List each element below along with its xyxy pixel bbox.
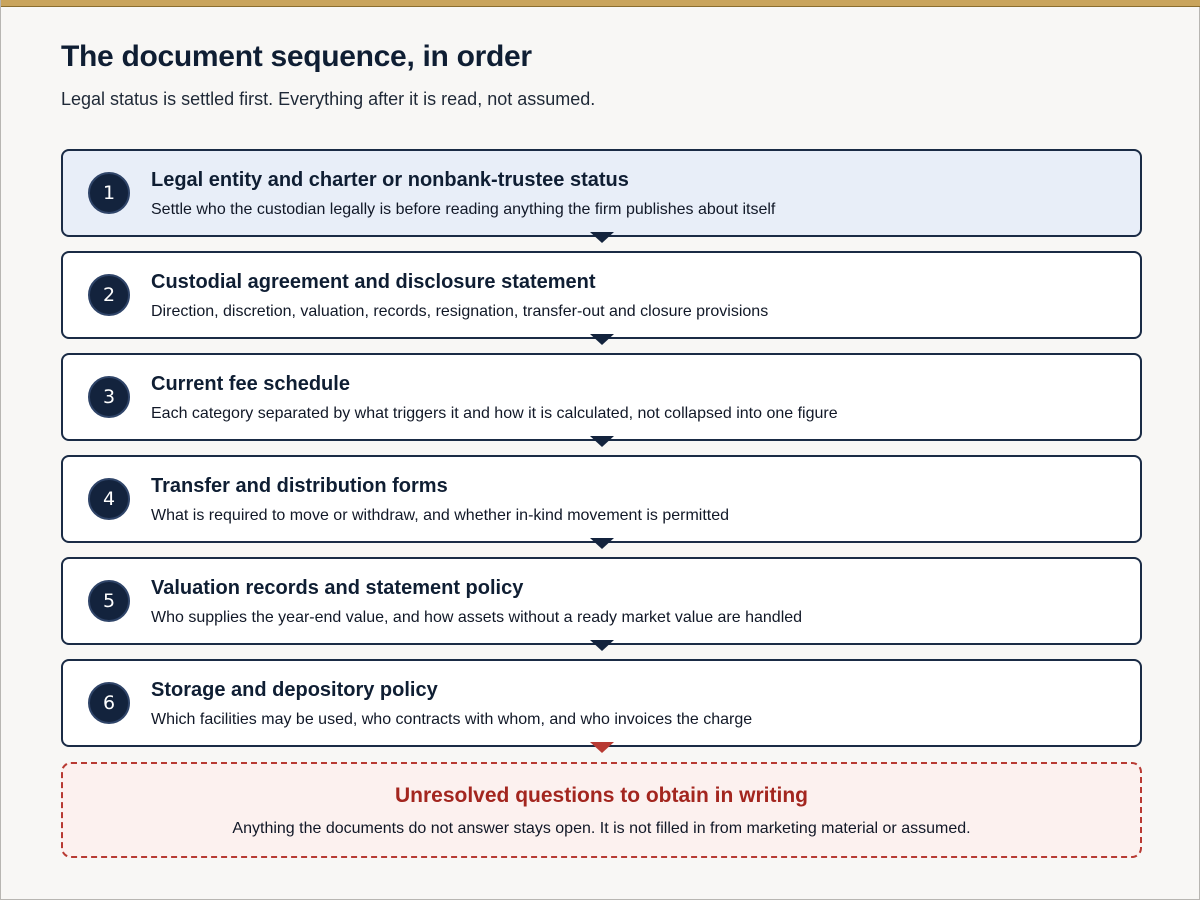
step-card-6 <box>61 659 1142 747</box>
page-subtitle: Legal status is settled first. Everything after it is read, not assumed. <box>61 89 596 109</box>
step-number-badge: 2 <box>88 274 130 316</box>
step-description: Which facilities may be used, who contracts with whom, and who invoices the charge <box>151 711 753 728</box>
step-number-badge: 3 <box>88 376 130 418</box>
step-description: What is required to move or withdraw, and whether in-kind movement is permitted <box>151 507 730 524</box>
step-card-1 <box>61 149 1142 237</box>
step-title: Current fee schedule <box>151 373 350 395</box>
unresolved-title: Unresolved questions to obtain in writing <box>394 784 809 807</box>
step-number-badge: 6 <box>88 682 130 724</box>
step-title: Valuation records and statement policy <box>151 577 524 599</box>
step-title: Custodial agreement and disclosure statement <box>151 271 596 293</box>
step-number-badge: 4 <box>88 478 130 520</box>
step-title: Storage and depository policy <box>151 679 438 701</box>
down-arrow-icon <box>590 232 614 243</box>
down-arrow-icon <box>590 436 614 447</box>
down-arrow-icon <box>590 640 614 651</box>
down-arrow-icon <box>590 742 614 753</box>
step-card-2 <box>61 251 1142 339</box>
step-number-badge: 5 <box>88 580 130 622</box>
step-card-4 <box>61 455 1142 543</box>
step-number-badge: 1 <box>88 172 130 214</box>
top-accent-rule <box>1 0 1200 7</box>
step-title: Transfer and distribution forms <box>151 475 448 497</box>
step-description: Who supplies the year-end value, and how assets without a ready market value are handled <box>151 609 803 626</box>
unresolved-questions-box <box>61 762 1142 858</box>
page-title: The document sequence, in order <box>61 40 532 73</box>
step-description: Settle who the custodian legally is before reading anything the firm publishes about itself <box>151 201 776 218</box>
step-card-3 <box>61 353 1142 441</box>
step-description: Each category separated by what triggers it and how it is calculated, not collapsed into one figure <box>151 405 838 422</box>
step-card-5 <box>61 557 1142 645</box>
unresolved-description: Anything the documents do not answer stays open. It is not filled in from marketing material or assumed. <box>232 820 971 837</box>
step-description: Direction, discretion, valuation, records, resignation, transfer-out and closure provisions <box>151 303 769 320</box>
down-arrow-icon <box>590 334 614 345</box>
down-arrow-icon <box>590 538 614 549</box>
step-title: Legal entity and charter or nonbank-trustee status <box>151 169 629 191</box>
